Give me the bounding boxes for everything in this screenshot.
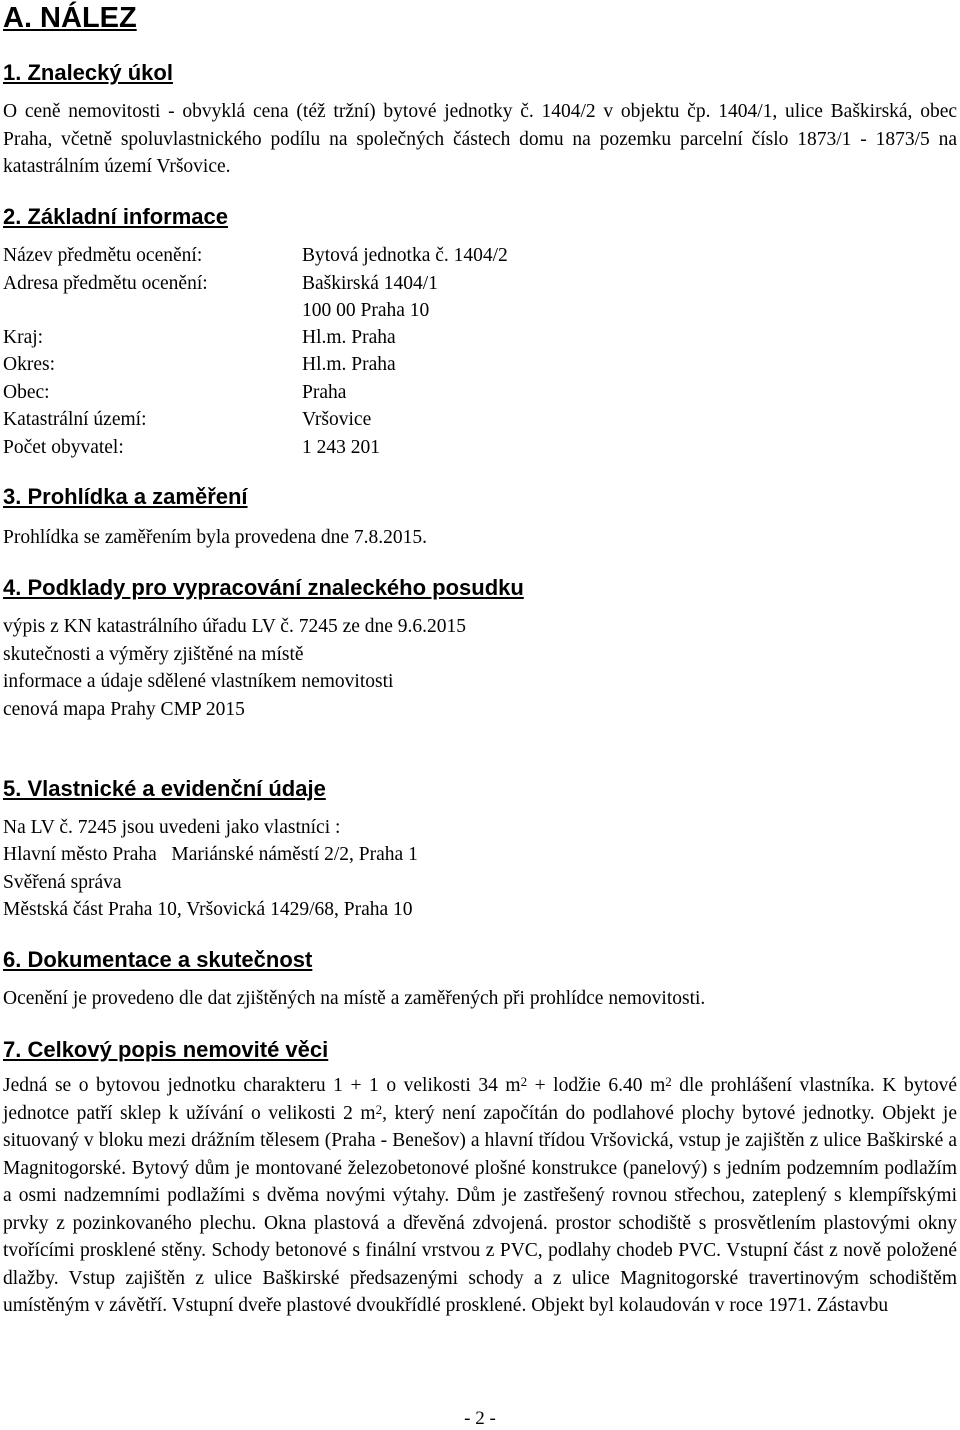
section-1-text: O ceně nemovitosti - obvyklá cena (též tržní) bytové jednotky č. 1404/2 v objektu čp. 1404/1, ulice Baškirská, obec Praha, včetně spoluvlastnického podílu na společných částech domu na pozemku parcelní číslo 1873/1 - 1873/5 na katastrálním území Vršovice. (3, 101, 957, 177)
section-7-heading: 7. Celkový popis nemovité věci (3, 1037, 329, 1062)
info-value: Vršovice (302, 409, 372, 430)
section-2-heading: 2. Základní informace (3, 204, 228, 229)
source-item: informace a údaje sdělené vlastníkem nemovitosti (3, 671, 394, 692)
section-6-text: Ocenění je provedeno dle dat zjištěných na místě a zaměřených při prohlídce nemovitosti. (3, 988, 706, 1009)
info-value: Praha (302, 382, 347, 403)
owner-line: Na LV č. 7245 jsou uvedeni jako vlastníci : (3, 817, 341, 838)
info-value: Hl.m. Praha (302, 354, 396, 375)
info-label: Obec: (3, 382, 50, 403)
info-value: Bytová jednotka č. 1404/2 (302, 245, 508, 266)
section-4-heading: 4. Podklady pro vypracování znaleckého posudku (3, 575, 524, 600)
source-item: výpis z KN katastrálního úřadu LV č. 7245 ze dne 9.6.2015 (3, 616, 467, 637)
info-value: 100 00 Praha 10 (302, 300, 430, 321)
page-title: A. NÁLEZ (3, 2, 137, 34)
owner-line: Hlavní město Praha Mariánské náměstí 2/2, Praha 1 (3, 844, 418, 865)
source-item: cenová mapa Prahy CMP 2015 (3, 699, 245, 720)
info-row (3, 406, 371, 433)
section-5-heading: 5. Vlastnické a evidenční údaje (3, 776, 326, 801)
info-label: Kraj: (3, 327, 44, 348)
section-6-heading: 6. Dokumentace a skutečnost (3, 947, 313, 972)
section-7-description: Jedná se o bytovou jednotku charakteru 1 + 1 o velikosti 34 $m^2$ + lodžie 6.40 $m^2$ dle prohlášení vlastníka. K bytové jednotce patří sklep k užívání o velikosti 2 $m^2$, který není započítán do podlahové plochy bytové jednotky. Objekt je situovaný v bloku mezi drážním tělesem (Praha - Benešov) a hlavní třídou Vršovická, vstup je zajištěn z ulice Baškirské a Magnitogorské. Bytový dům je montované železobetonové plošné konstrukce (panelový) s jedním podzemním podlažím a osmi nadzemními podlažími s dvěma novými výtahy. Dům je zastřešený rovnou střechou, zateplený s klempířskými prvky z pozinkovaného plechu. Okna plastová a dřevěná zdvojená. prostor schodiště s prosvětlením plastovými okny tvořícími prosklené stěny. Schody betonové s finální vrstvou z PVC, podlahy chodeb PVC. Vstupní část z nově položené dlažby. Vstup zajištěn z ulice Baškirské předsazenými schody a z ulice Magnitogorské travertinovým schodištěm umístěným v závětří. Vstupní dveře plastové dvoukřídlé prosklené. Objekt byl kolaudován v roce 1971. Zástavbu (3, 1074, 958, 1316)
section-1-heading: 1. Znalecký úkol (3, 60, 173, 85)
info-label: Název předmětu ocenění: (3, 245, 203, 266)
info-label: Adresa předmětu ocenění: (3, 273, 208, 294)
section-3-heading: 3. Prohlídka a zaměření (3, 484, 248, 509)
info-value: Baškirská 1404/1 (302, 273, 438, 294)
owner-line: Městská část Praha 10, Vršovická 1429/68, Praha 10 (3, 899, 413, 920)
info-row (3, 379, 346, 406)
owner-line: Svěřená správa (3, 872, 122, 893)
info-label: Počet obyvatel: (3, 437, 124, 458)
page-number: - 2 - (464, 1408, 496, 1429)
info-row (3, 324, 396, 351)
source-item: skutečnosti a výměry zjištěné na místě (3, 644, 304, 665)
info-value: Hl.m. Praha (302, 327, 396, 348)
info-label: Katastrální území: (3, 409, 147, 430)
info-row (3, 351, 396, 378)
info-row (3, 297, 429, 324)
section-3-text: Prohlídka se zaměřením byla provedena dne 7.8.2015. (3, 527, 428, 548)
info-row (3, 434, 380, 461)
info-row (3, 242, 508, 269)
info-row (3, 270, 438, 297)
info-value: 1 243 201 (302, 437, 380, 458)
info-label: Okres: (3, 354, 55, 375)
